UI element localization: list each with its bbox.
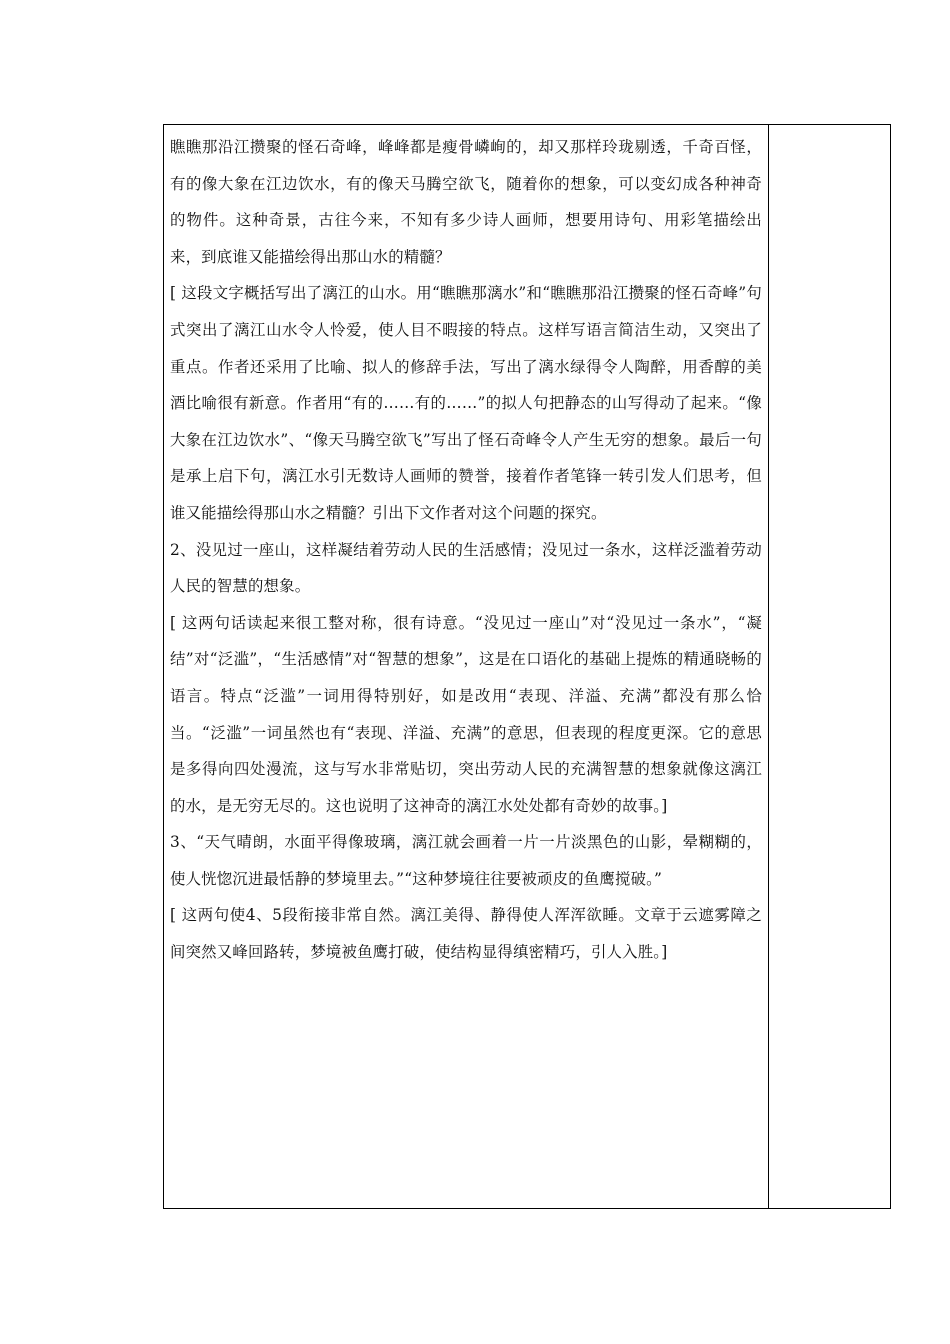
main-text-cell: [170, 129, 762, 971]
paragraph-analysis-3: [ 这两句使4、5段衔接非常自然。漓江美得、静得使人浑浑欲睡。文章于云遮雾障之间突然又峰回路转，梦境被鱼鹰打破，使结构显得缜密精巧，引人入胜。]: [170, 906, 762, 962]
paragraph-item-3: 3、“天气晴朗，水面平得像玻璃，漓江就会画着一片一片淡黑色的山影，晕糊糊的，使人恍惚沉进最恬静的梦境里去。”“这种梦境往往要被顽皮的鱼鹰搅破。”: [170, 833, 762, 888]
notes-cell: [769, 125, 890, 1208]
paragraph-analysis-2: [ 这两句话读起来很工整对称，很有诗意。“没见过一座山”对“没见过一条水”，“凝结”对“泛滥”，“生活感情”对“智慧的想象”，这是在口语化的基础上提炼的精通晓畅的语言。特点“泛滥”一词用得特别好，如是改用“表现、洋溢、充满”都没有那么恰当。“泛滥”一词虽然也有“表现、洋溢、充满”的意思，但表现的程度更深。它的意思是多得向四处漫流，这与写水非常贴切，突出劳动人民的充满智慧的想象就像这漓江的水，是无穷无尽的。这也说明了这神奇的漓江水处处都有奇妙的故事。]: [170, 613, 762, 815]
paragraph-passage: 瞧瞧那沿江攒聚的怪石奇峰，峰峰都是瘦骨嶙峋的，却又那样玲珑剔透，千奇百怪，有的像大象在江边饮水，有的像天马腾空欲飞，随着你的想象，可以变幻成各种神奇的物件。这种奇景，古往今来，不知有多少诗人画师，想要用诗句、用彩笔描绘出来，到底谁又能描绘得出那山水的精髓？: [170, 138, 762, 266]
paragraph-analysis-1: [ 这段文字概括写出了漓江的山水。用“瞧瞧那漓水”和“瞧瞧那沿江攒聚的怪石奇峰”句式突出了漓江山水令人怜爱，使人目不暇接的特点。这样写语言简洁生动，又突出了重点。作者还采用了比喻、拟人的修辞手法，写出了漓水绿得令人陶醉，用香醇的美酒比喻很有新意。作者用“有的……有的……”的拟人句把静态的山写得动了起来。“像大象在江边饮水”、“像天马腾空欲飞”写出了怪石奇峰令人产生无穷的想象。最后一句是承上启下句，漓江水引无数诗人画师的赞誉，接着作者笔锋一转引发人们思考，但谁又能描绘得那山水之精髓？引出下文作者对这个问题的探究。: [170, 284, 762, 522]
content-table: [163, 124, 891, 1209]
paragraph-item-2: 2、没见过一座山，这样凝结着劳动人民的生活感情；没见过一条水，这样泛滥着劳动人民的智慧的想象。: [170, 540, 762, 596]
